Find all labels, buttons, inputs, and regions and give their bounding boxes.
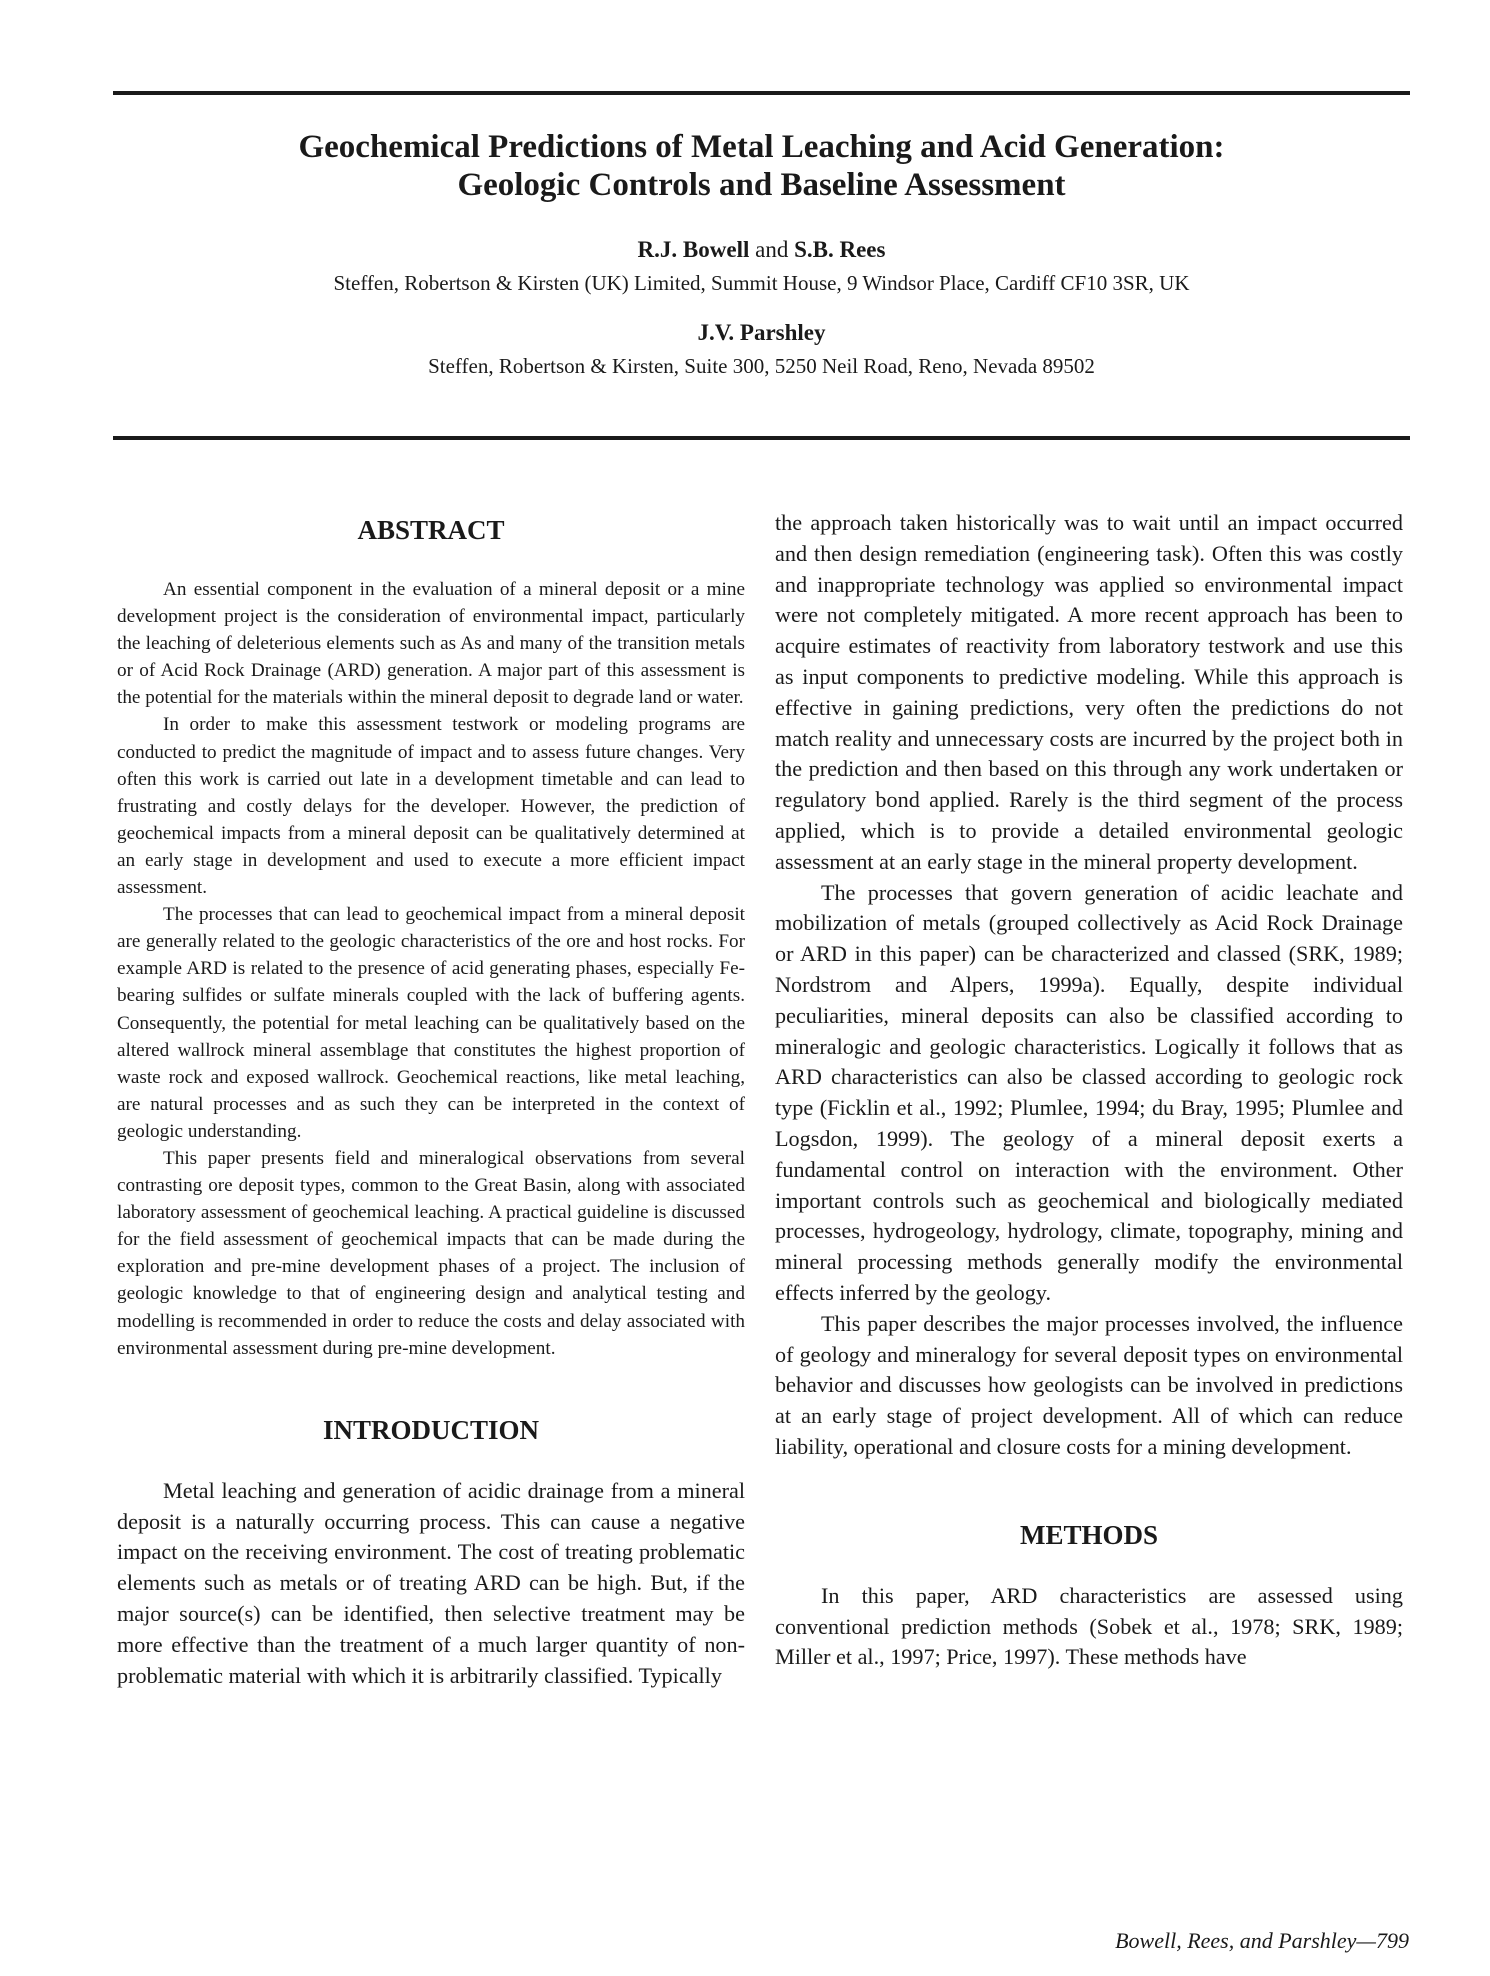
page-footer: Bowell, Rees, and Parshley—799 <box>1115 1928 1409 1953</box>
abstract-paragraph-1: An essential component in the evaluation of a mineral deposit or a mine development project is the consideration of environmental impact, particularly the leaching of deleterious elements such as As and many of the transition metals or of Acid Rock Drainage (ARD) generation. A major part of this assessment is the potential for the materials within the mineral deposit to degrade land or water. <box>117 579 745 709</box>
header-bottom-rule <box>113 436 1410 440</box>
top-rule <box>113 91 1410 95</box>
affiliation-2: Steffen, Robertson & Kirsten, Suite 300, 5250 Neil Road, Reno, Nevada 89502 <box>428 354 1095 378</box>
author-bowell: R.J. Bowell <box>637 237 750 262</box>
left-column <box>117 508 745 1691</box>
paper-title <box>113 128 1410 204</box>
abstract-paragraph-2: In order to make this assessment testwork or modeling programs are conducted to predict the magnitude of impact and to assess future changes. Very often this work is carried out late in a development timetable and can lead to frustrating and costly delays for the developer. However, the prediction of geochemical impacts from a mineral deposit can be qualitatively determined at an early stage in development and used to execute a more efficient impact assessment. <box>117 714 745 899</box>
introduction-paragraph-2: The processes that govern generation of acidic leachate and mobilization of metals (grouped collectively as Acid Rock Drainage or ARD in this paper) can be characterized and classed (SRK, 1989; Nordstrom and Alpers, 1999a). Equally, despite individual peculiarities, mineral deposits can also be classified according to mineralogic and geologic characteristics. Logically it follows that as ARD characteristics can also be classed according to geologic rock type (Ficklin et al., 1992; Plumlee, 1994; du Bray, 1995; Plumlee and Logsdon, 1999). The geology of a mineral deposit exerts a fundamental control on interaction with the environment. Other important controls such as geochemical and biologically mediated processes, hydrogeology, hydrology, climate, topography, mining and mineral processing methods generally modify the environmental effects inferred by the geology. <box>775 879 1403 1305</box>
affiliation-1: Steffen, Robertson & Kirsten (UK) Limited, Summit House, 9 Windsor Place, Cardiff CF10 3SR, UK <box>333 271 1190 295</box>
abstract-body <box>117 576 745 1362</box>
paper-header <box>113 128 1410 380</box>
authors-line-1 <box>113 236 1410 264</box>
abstract-paragraph-4: This paper presents field and mineralogical observations from several contrasting ore deposit types, common to the Great Basin, along with associated laboratory assessment of geochemical leaching. A practical guideline is discussed for the field assessment of geochemical impacts that can be made during the exploration and pre-mine development phases of a project. The inclusion of geologic knowledge to that of engineering design and analytical testing and modelling is recommended in order to reduce the costs and delay associated with environmental assessment during pre-mine development. <box>117 1147 745 1359</box>
introduction-body <box>117 1476 745 1692</box>
abstract-paragraph-3: The processes that can lead to geochemical impact from a mineral deposit are generally related to the geologic characteristics of the ore and host rocks. For example ARD is related to the presence of acid generating phases, especially Fe-bearing sulfides or sulfate minerals coupled with the lack of buffering agents. Consequently, the potential for metal leaching can be qualitatively based on the altered wallrock mineral assemblage that constitutes the highest proportion of waste rock and exposed wallrock. Geochemical reactions, like metal leaching, are natural processes and as such they can be interpreted in the context of geologic understanding. <box>117 904 745 1142</box>
introduction-paragraph-1-continued: the approach taken historically was to wait until an impact occurred and then design remediation (engineering task). Often this was costly and inappropriate technology was applied so environmental impact were not completely mitigated. A more recent approach has been to acquire estimates of reactivity from laboratory testwork and use this as input components to predictive modeling. While this approach is effective in gaining predictions, very often the predictions do not match reality and unnecessary costs are incurred by the project both in the prediction and then based on this through any work undertaken or regulatory bond applied. Rarely is the third segment of the process applied, which is to provide a detailed environmental geologic assessment at an early stage in the mineral property development. <box>775 510 1403 874</box>
introduction-body-continued <box>775 508 1403 1463</box>
author-conjunction: and <box>755 237 789 262</box>
right-column <box>775 508 1403 1673</box>
introduction-paragraph-1: Metal leaching and generation of acidic drainage from a mineral deposit is a naturally occurring process. This can cause a negative impact on the receiving environment. The cost of treating problematic elements such as metals or of treating ARD can be high. But, if the major source(s) can be identified, then selective treatment may be more effective than the treatment of a much larger quantity of non-problematic material with which it is arbitrarily classified. Typically <box>117 1477 745 1688</box>
introduction-heading: INTRODUCTION <box>322 1414 540 1445</box>
methods-body <box>775 1581 1403 1673</box>
introduction-paragraph-3: This paper describes the major processes involved, the influence of geology and mineralogy for several deposit types on environmental behavior and discusses how geologists can be involved in predictions at an early stage of project development. All of which can reduce liability, operational and closure costs for a mining development. <box>775 1310 1403 1459</box>
title-line-1: Geochemical Predictions of Metal Leaching and Acid Generation: <box>298 129 1225 165</box>
abstract-heading: ABSTRACT <box>357 515 505 545</box>
methods-heading: METHODS <box>1019 1519 1159 1550</box>
author-parshley: J.V. Parshley <box>697 320 826 345</box>
authors-line-2 <box>113 319 1410 347</box>
author-rees: S.B. Rees <box>794 237 886 262</box>
methods-paragraph-1: In this paper, ARD characteristics are assessed using conventional prediction methods (Sobek et al., 1978; SRK, 1989; Miller et al., 1997; Price, 1997). These methods have <box>775 1582 1403 1670</box>
title-line-2: Geologic Controls and Baseline Assessment <box>457 167 1066 203</box>
